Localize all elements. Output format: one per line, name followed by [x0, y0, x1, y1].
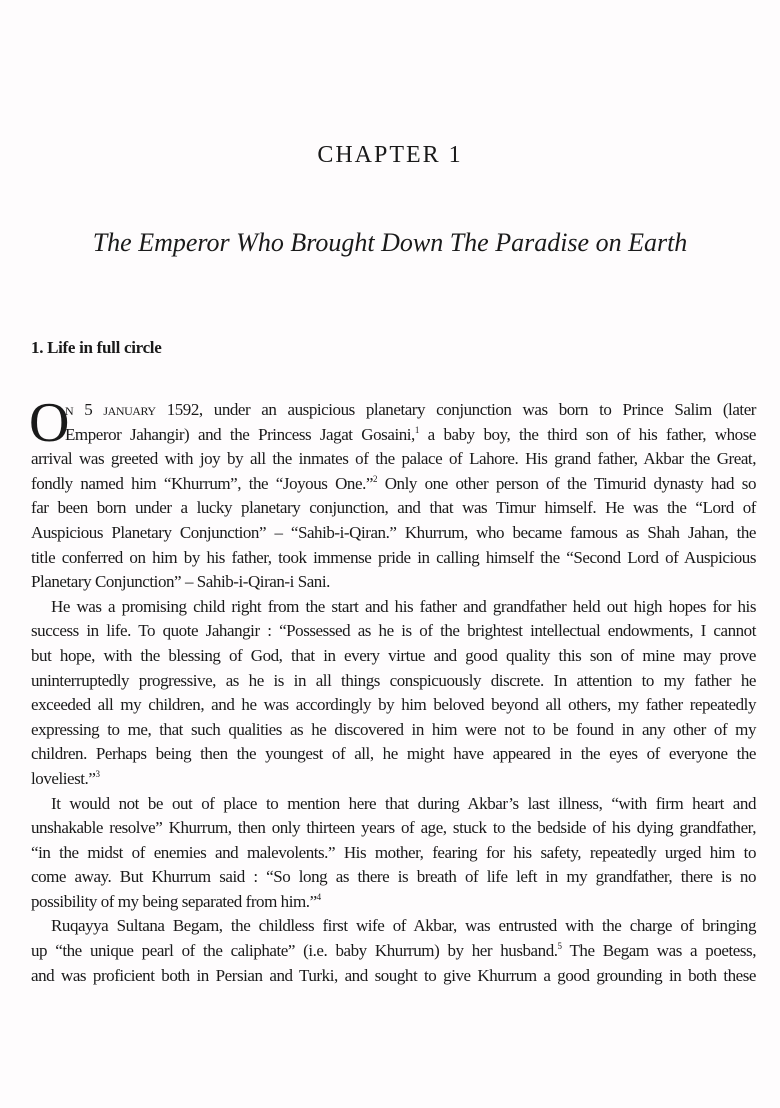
text-segment: He was a promising child right from the start and his father and grandfather held out high hopes for his	[51, 596, 756, 616]
text-segment: exceeded all my children, and he was accordingly by him beloved beyond all others, my father repeatedly	[31, 695, 756, 715]
text-line	[31, 546, 756, 571]
text-line	[31, 644, 756, 669]
paragraph	[31, 398, 756, 595]
text-line	[31, 742, 756, 767]
text-segment: possibility of my being separated from him.”	[31, 891, 317, 911]
text-line	[31, 398, 756, 423]
text-line	[31, 619, 756, 644]
text-segment: Only one other person of the Timurid dynasty had so	[377, 473, 756, 493]
text-segment: unshakable resolve” Khurrum, then only thirteen years of age, stuck to the bedside of his dying grandfather,	[31, 818, 756, 838]
text-segment: expressing to me, that such qualities as he discovered in him were not to be found in any other of my	[31, 719, 756, 739]
text-line	[31, 816, 756, 841]
small-caps-text: n 5 january	[65, 400, 156, 419]
text-line	[31, 718, 756, 743]
text-segment: 1592, under an auspicious planetary conjunction was born to Prince Salim (later	[155, 400, 757, 419]
text-segment: far been born under a lucky planetary conjunction, and that was Timur himself. He was the “Lord of	[31, 498, 756, 518]
text-segment: but hope, with the blessing of God, that in every virtue and good quality this son of mine may prove	[31, 645, 756, 665]
text-segment: uninterruptedly progressive, as he is in all things conspicuously discrete. In attention to my father he	[31, 670, 756, 690]
chapter-label: CHAPTER 1	[317, 142, 463, 168]
text-line	[31, 669, 756, 694]
text-line	[31, 841, 756, 866]
text-segment: It would not be out of place to mention here that during Akbar’s last illness, “with firm heart and	[51, 793, 756, 813]
text-segment: The Begam was a poetess,	[561, 941, 756, 961]
text-line	[31, 423, 756, 448]
text-segment: up “the unique pearl of the caliphate” (i.e. baby Khurrum) by her husband.	[31, 941, 558, 961]
text-segment: Planetary Conjunction” – Sahib-i-Qiran-i Sani.	[31, 572, 330, 592]
text-segment: come away. But Khurrum said : “So long as there is breath of life left in my grandfather, there is no	[31, 867, 756, 887]
paragraph	[31, 914, 756, 988]
text-segment: title conferred on him by his father, took immense pride in calling himself the “Second Lord of Auspicious	[31, 547, 756, 567]
text-segment: Emperor Jahangir) and the Princess Jagat Gosaini,	[65, 424, 415, 444]
text-line	[31, 693, 756, 718]
text-line	[31, 914, 756, 939]
footnote-marker: 2	[372, 473, 378, 484]
text-line	[31, 964, 756, 989]
text-line	[31, 595, 756, 620]
text-line	[31, 767, 756, 792]
text-segment: success in life. To quote Jahangir : “Possessed as he is of the brightest intellectual endowments, I cannot	[31, 621, 756, 641]
paragraph	[31, 792, 756, 915]
text-line	[31, 939, 756, 964]
text-segment: arrival was greeted with joy by all the inmates of the palace of Lahore. His grand father, Akbar the Great,	[31, 449, 756, 469]
text-line	[31, 792, 756, 817]
text-line	[31, 472, 756, 497]
text-line	[31, 865, 756, 890]
text-segment: Ruqayya Sultana Begam, the childless first wife of Akbar, was entrusted with the charge of bringing	[51, 916, 756, 936]
text-segment: and was proficient both in Persian and Turki, and sought to give Khurrum a good grounding in both these	[31, 965, 756, 985]
text-segment: children. Perhaps being then the youngest of all, he might have appeared in the eyes of everyone the	[31, 744, 756, 764]
text-line	[31, 890, 756, 915]
footnote-marker: 5	[557, 941, 562, 952]
text-segment: Auspicious Planetary Conjunction” – “Sahib-i-Qiran.” Khurrum, who became famous as Shah Jahan, the	[31, 522, 756, 542]
body-text	[29, 392, 757, 988]
text-line	[31, 521, 756, 546]
footnote-marker: 3	[95, 768, 100, 779]
chapter-title: The Emperor Who Brought Down The Paradise on Earth	[92, 228, 688, 257]
text-line	[31, 570, 756, 595]
text-segment: fondly named him “Khurrum”, the “Joyous One.”	[31, 473, 373, 493]
text-line	[31, 447, 756, 472]
drop-cap: O	[29, 392, 69, 454]
text-segment: a baby boy, the third son of his father, whose	[418, 424, 756, 444]
paragraph	[31, 595, 756, 792]
text-segment: loveliest.”	[31, 768, 96, 788]
text-segment: “in the midst of enemies and malevolents.” His mother, fearing for his safety, repeatedly urged him to	[31, 842, 756, 862]
footnote-marker: 4	[316, 891, 321, 902]
footnote-marker: 1	[414, 424, 419, 435]
text-line	[31, 496, 756, 521]
section-heading: 1. Life in full circle	[31, 338, 162, 357]
